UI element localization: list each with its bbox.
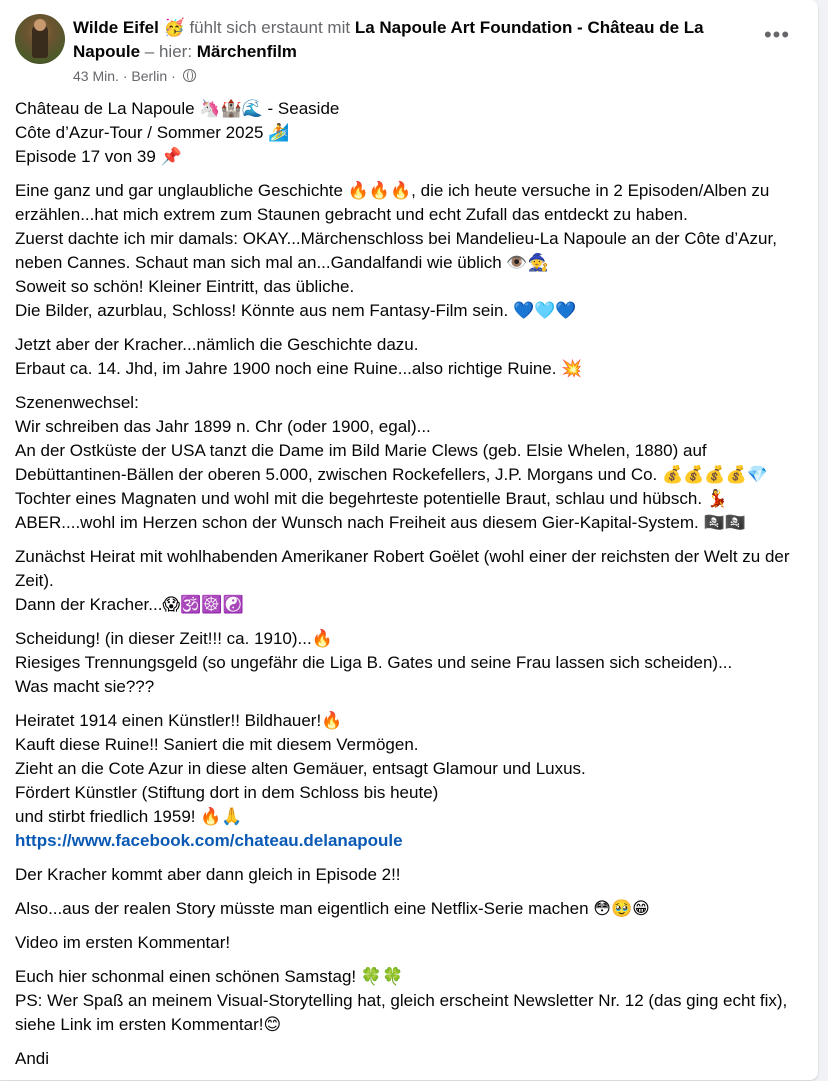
post-text-line: Heiratet 1914 einen Künstler!! Bildhauer!🔥 — [15, 711, 343, 730]
post-meta — [73, 66, 196, 86]
post-text-line: Der Kracher kommt aber dann gleich in Episode 2!! — [15, 865, 401, 884]
post-text-line: und stirbt friedlich 1959! 🔥🙏 — [15, 807, 243, 826]
post-text-line: Côte d’Azur-Tour / Sommer 2025 🏄 — [15, 123, 290, 142]
post-text-line: Tochter eines Magnaten und wohl mit die begehrteste potentielle Braut, schlau und hübsch. 💃 — [15, 489, 728, 508]
post-text-line: Scheidung! (in dieser Zeit!!! ca. 1910)...🔥 — [15, 629, 333, 648]
post-text-line: Soweit so schön! Kleiner Eintritt, das übliche. — [15, 277, 355, 296]
post-text-line: Die Bilder, azurblau, Schloss! Könnte aus nem Fantasy-Film sein. 💙🩵💙 — [15, 301, 577, 320]
post-place[interactable]: Berlin — [131, 68, 168, 84]
feeling-text: fühlt sich erstaunt mit — [189, 18, 351, 37]
post-text-line: Video im ersten Kommentar! — [15, 933, 231, 952]
post-paragraph — [15, 931, 805, 955]
post-text-line: Was macht sie??? — [15, 677, 155, 696]
post-paragraph — [15, 627, 805, 699]
avatar-head — [34, 19, 46, 31]
location-separator: – hier: — [144, 42, 193, 61]
post-text-line: Euch hier schonmal einen schönen Samstag! 🍀🍀 — [15, 967, 404, 986]
post-text-line: Zieht an die Cote Azur in diese alten Gemäuer, entsagt Glamour und Luxus. — [15, 759, 586, 778]
globe-icon[interactable] — [183, 69, 196, 82]
post-header — [15, 14, 802, 88]
post-text-line: Zunächst Heirat mit wohlhabenden Amerikaner Robert Goëlet (wohl einer der reichsten der Welt zu der Zeit). — [15, 547, 790, 590]
post-text-line: Kauft diese Ruine!! Saniert die mit diesem Vermögen. — [15, 735, 419, 754]
post-text-line: Andi — [15, 1049, 50, 1068]
post-text-line: Episode 17 von 39 📌 — [15, 147, 182, 166]
facebook-page-link[interactable]: https://www.facebook.com/chateau.delanapoule — [15, 831, 403, 850]
post-text-line: Szenenwechsel: — [15, 393, 139, 412]
post-text-line: Riesiges Trennungsgeld (so ungefähr die Liga B. Gates und seine Frau lassen sich scheiden)... — [15, 653, 733, 672]
meta-separator: · — [122, 68, 128, 84]
more-options-button[interactable]: ••• — [763, 22, 791, 47]
post-paragraph — [15, 333, 805, 381]
post-paragraph — [15, 545, 805, 617]
post-headline — [73, 16, 753, 64]
post-text-line: Jetzt aber der Kracher...nämlich die Geschichte dazu. — [15, 335, 419, 354]
meta-separator: · — [171, 68, 176, 84]
post-paragraph — [15, 97, 805, 169]
post-text-line: Dann der Kracher...😱🕉️☸️☯️ — [15, 595, 244, 614]
post-text-line: ABER....wohl im Herzen schon der Wunsch nach Freiheit aus diesem Gier-Kapital-System. 🏴‍☠️🏴‍☠️ — [15, 513, 746, 532]
post-text-line: Zuerst dachte ich mir damals: OKAY...Märchenschloss bei Mandelieu-La Napoule an der Côte d’Azur, neben Cannes. Schaut man sich mal an...Gandalfandi wie üblich 👁️🧙 — [15, 229, 777, 272]
author-emoji: 🥳 — [163, 18, 185, 37]
post-text-line: Wir schreiben das Jahr 1899 n. Chr (oder 1900, egal)... — [15, 417, 431, 436]
post-paragraph — [15, 897, 805, 921]
location-link[interactable]: Märchenfilm — [196, 42, 297, 61]
post-paragraph — [15, 709, 805, 853]
post-paragraph — [15, 965, 805, 1037]
author-name[interactable]: Wilde Eifel — [73, 18, 159, 37]
avatar[interactable] — [15, 14, 65, 64]
post-text-line: Eine ganz und gar unglaubliche Geschichte 🔥🔥🔥, die ich heute versuche in 2 Episoden/Alben zu erzählen...hat mich extrem zum Staunen gebracht und echt Zufall das entdeckt zu haben. — [15, 181, 770, 224]
tagged-page-link[interactable]: La Napoule Art Foundation - Château de La Napoule — [73, 18, 704, 61]
post-text-line: Château de La Napoule 🦄🏰🌊 - Seaside — [15, 99, 340, 118]
post-paragraph — [15, 1047, 805, 1071]
post-text-line: Erbaut ca. 14. Jhd, im Jahre 1900 noch eine Ruine...also richtige Ruine. 💥 — [15, 359, 583, 378]
post-time[interactable]: 43 Min. — [73, 68, 119, 84]
post-paragraph — [15, 863, 805, 887]
post-paragraph — [15, 179, 805, 323]
post-paragraph — [15, 391, 805, 535]
post-text-line: Fördert Künstler (Stiftung dort in dem Schloss bis heute) — [15, 783, 439, 802]
post-body — [15, 97, 805, 1081]
post-text-line: An der Ostküste der USA tanzt die Dame im Bild Marie Clews (geb. Elsie Whelen, 1880) auf Debüttantinen-Bällen der oberen 5.000, zwischen Rockefellers, J.P. Morgans und Co. 💰💰💰💰💎 — [15, 441, 768, 484]
post-text-line: Also...aus der realen Story müsste man eigentlich eine Netflix-Serie machen 😳🥹😁 — [15, 899, 650, 918]
post-text-line: PS: Wer Spaß an meinem Visual-Storytelling hat, gleich erscheint Newsletter Nr. 12 (das ging echt fix), siehe Link im ersten Kommentar!😊 — [15, 991, 788, 1034]
